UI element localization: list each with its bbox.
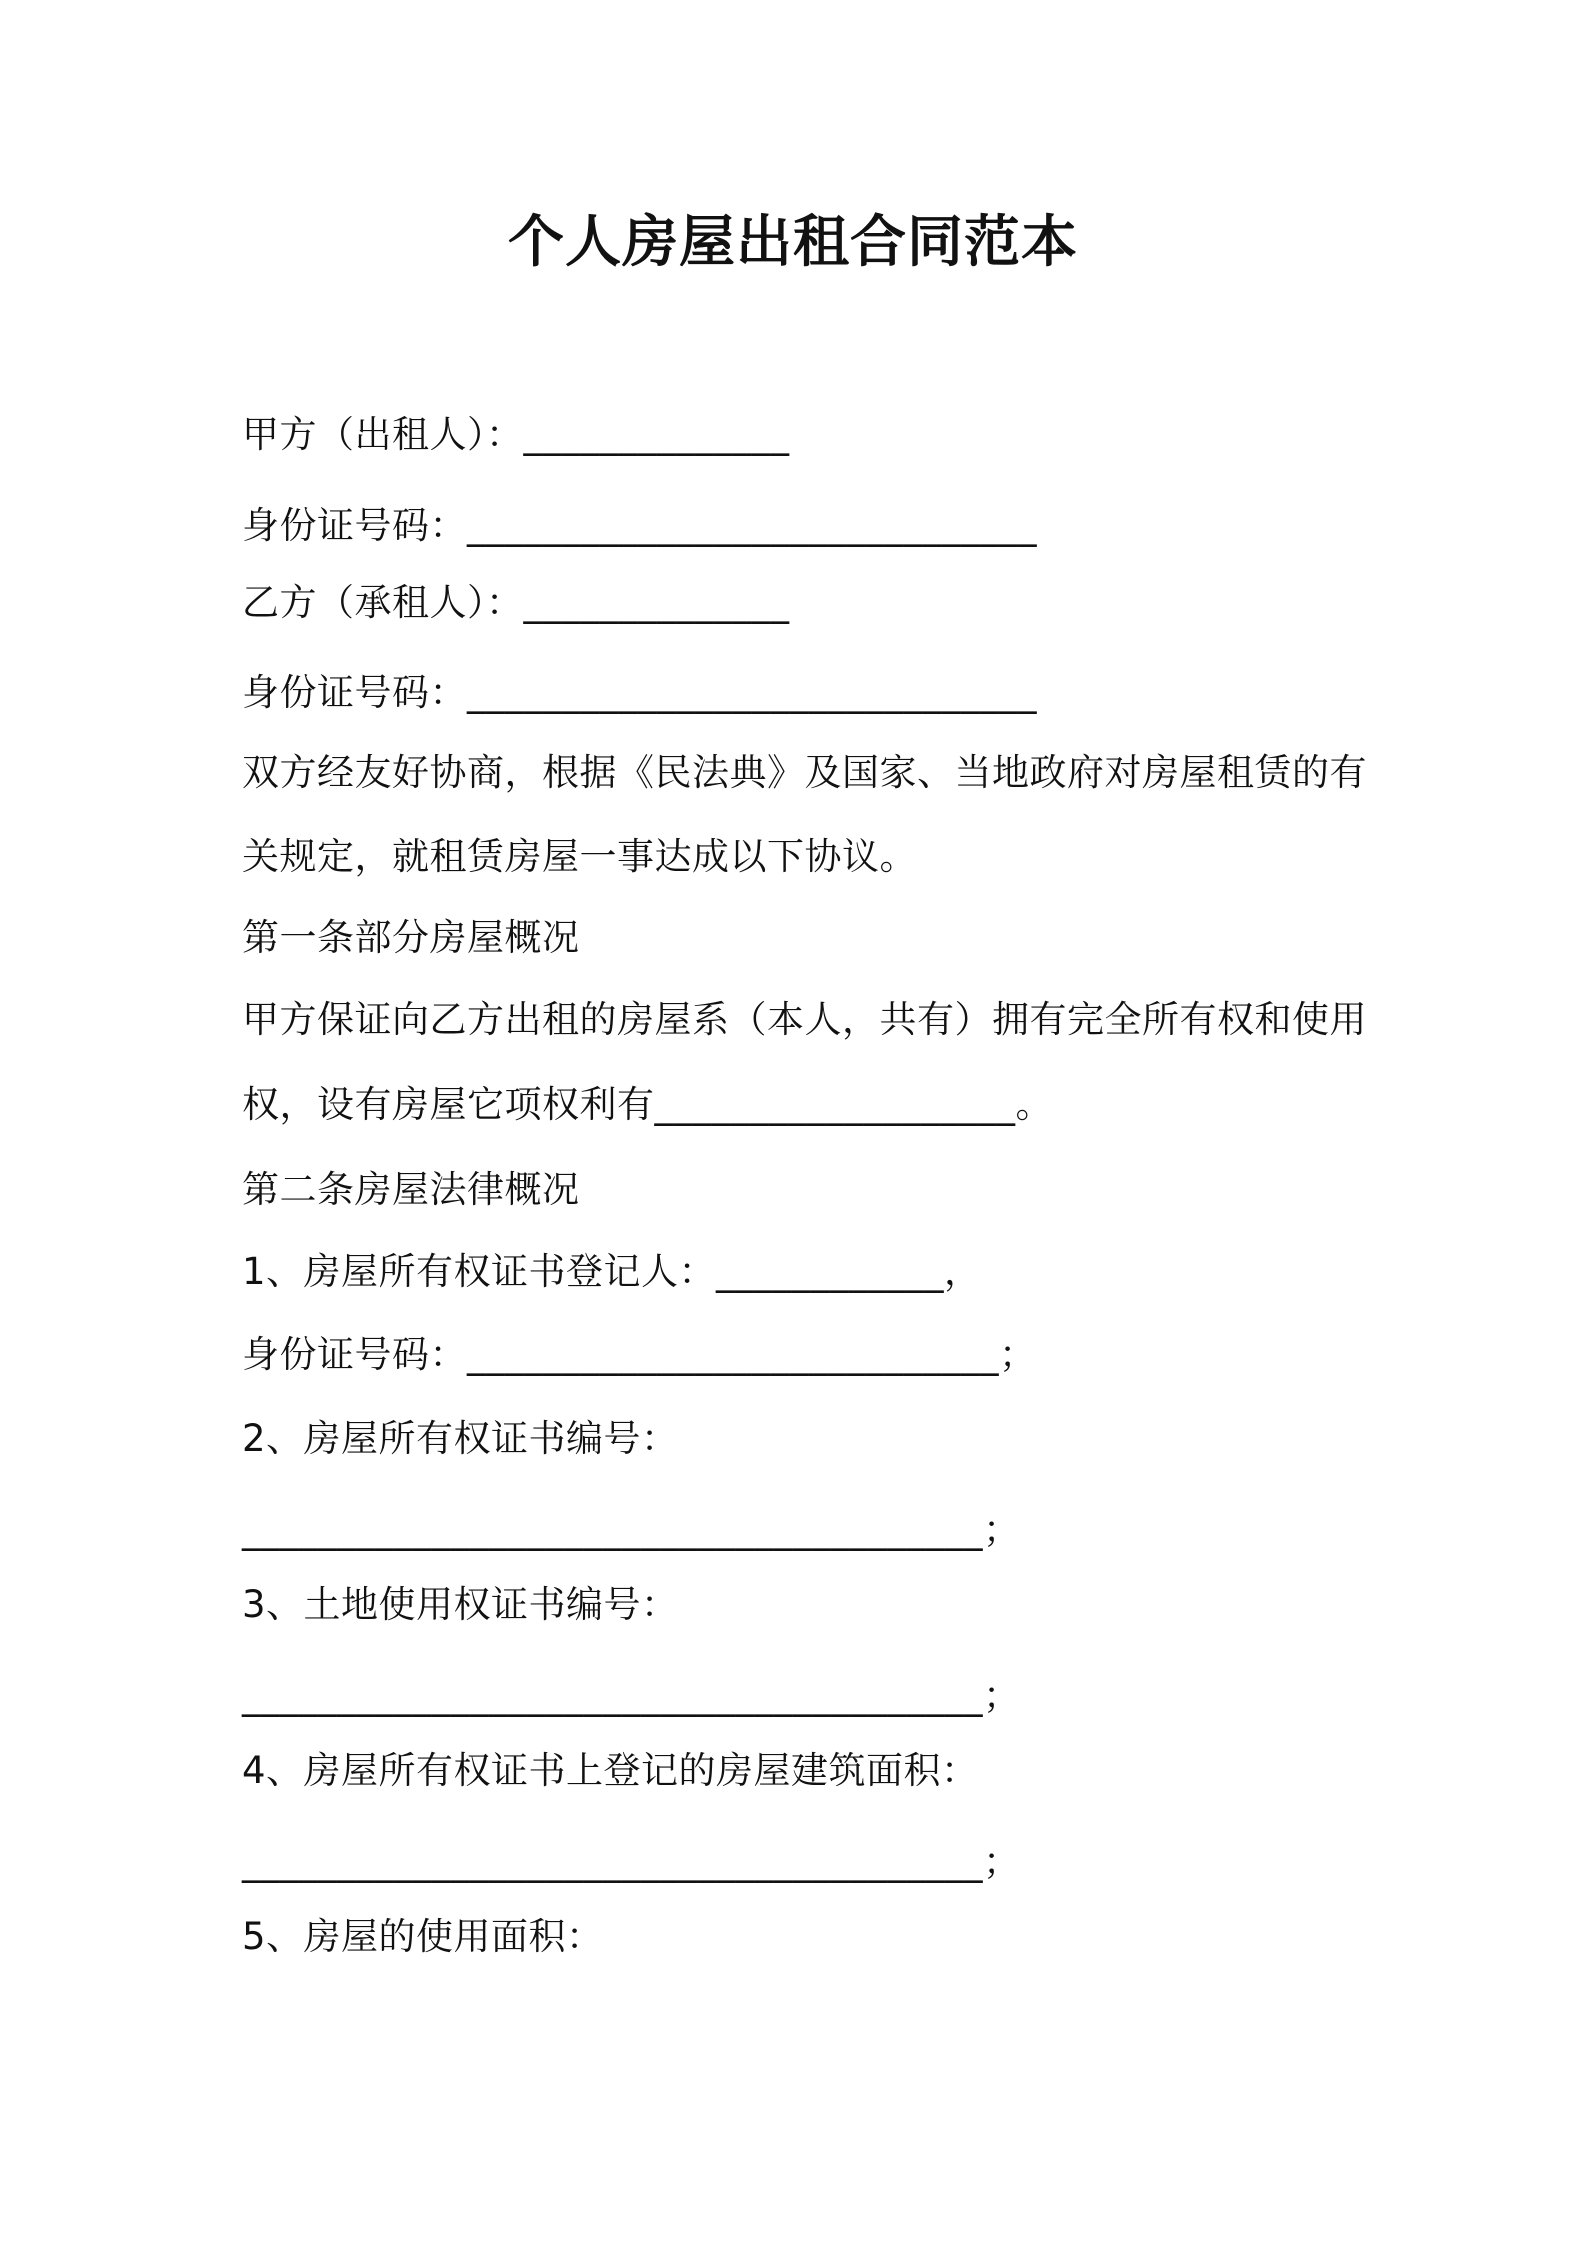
- party-b-id-line: 身份证号码：______________________________: [242, 671, 1037, 714]
- clause-2-line: 2、房屋所有权证书编号：: [242, 1417, 679, 1460]
- article-1-heading: 第一条部分房屋概况: [242, 916, 580, 959]
- clause-3-blank-line: _______________________________________；: [242, 1674, 1021, 1717]
- intro-paragraph-line-2: 关规定，就租赁房屋一事达成以下协议。: [242, 835, 917, 878]
- clause-2-blank-line: _______________________________________；: [242, 1508, 1021, 1551]
- party-b-line: 乙方（承租人）：______________: [242, 581, 790, 624]
- clause-4-blank-line: _______________________________________；: [242, 1840, 1021, 1883]
- intro-paragraph-line-1: 双方经友好协商，根据《民法典》及国家、当地政府对房屋租赁的有: [242, 751, 1367, 794]
- clause-1-id-line: 身份证号码：____________________________；: [242, 1333, 1037, 1376]
- clause-4-line: 4、房屋所有权证书上登记的房屋建筑面积：: [242, 1749, 979, 1792]
- clause-1-line: 1、房屋所有权证书登记人：____________，: [242, 1250, 982, 1293]
- article-1-paragraph-line-1: 甲方保证向乙方出租的房屋系（本人，共有）拥有完全所有权和使用: [242, 998, 1367, 1041]
- article-2-heading: 第二条房屋法律概况: [242, 1168, 580, 1211]
- article-1-paragraph-line-2: 权，设有房屋它项权利有___________________。: [242, 1083, 1053, 1126]
- party-a-line: 甲方（出租人）：______________: [242, 413, 790, 456]
- clause-5-line: 5、房屋的使用面积：: [242, 1915, 604, 1958]
- party-a-id-line: 身份证号码：______________________________: [242, 504, 1037, 547]
- clause-3-line: 3、土地使用权证书编号：: [242, 1583, 679, 1626]
- document-title: 个人房屋出租合同范本: [508, 210, 1078, 275]
